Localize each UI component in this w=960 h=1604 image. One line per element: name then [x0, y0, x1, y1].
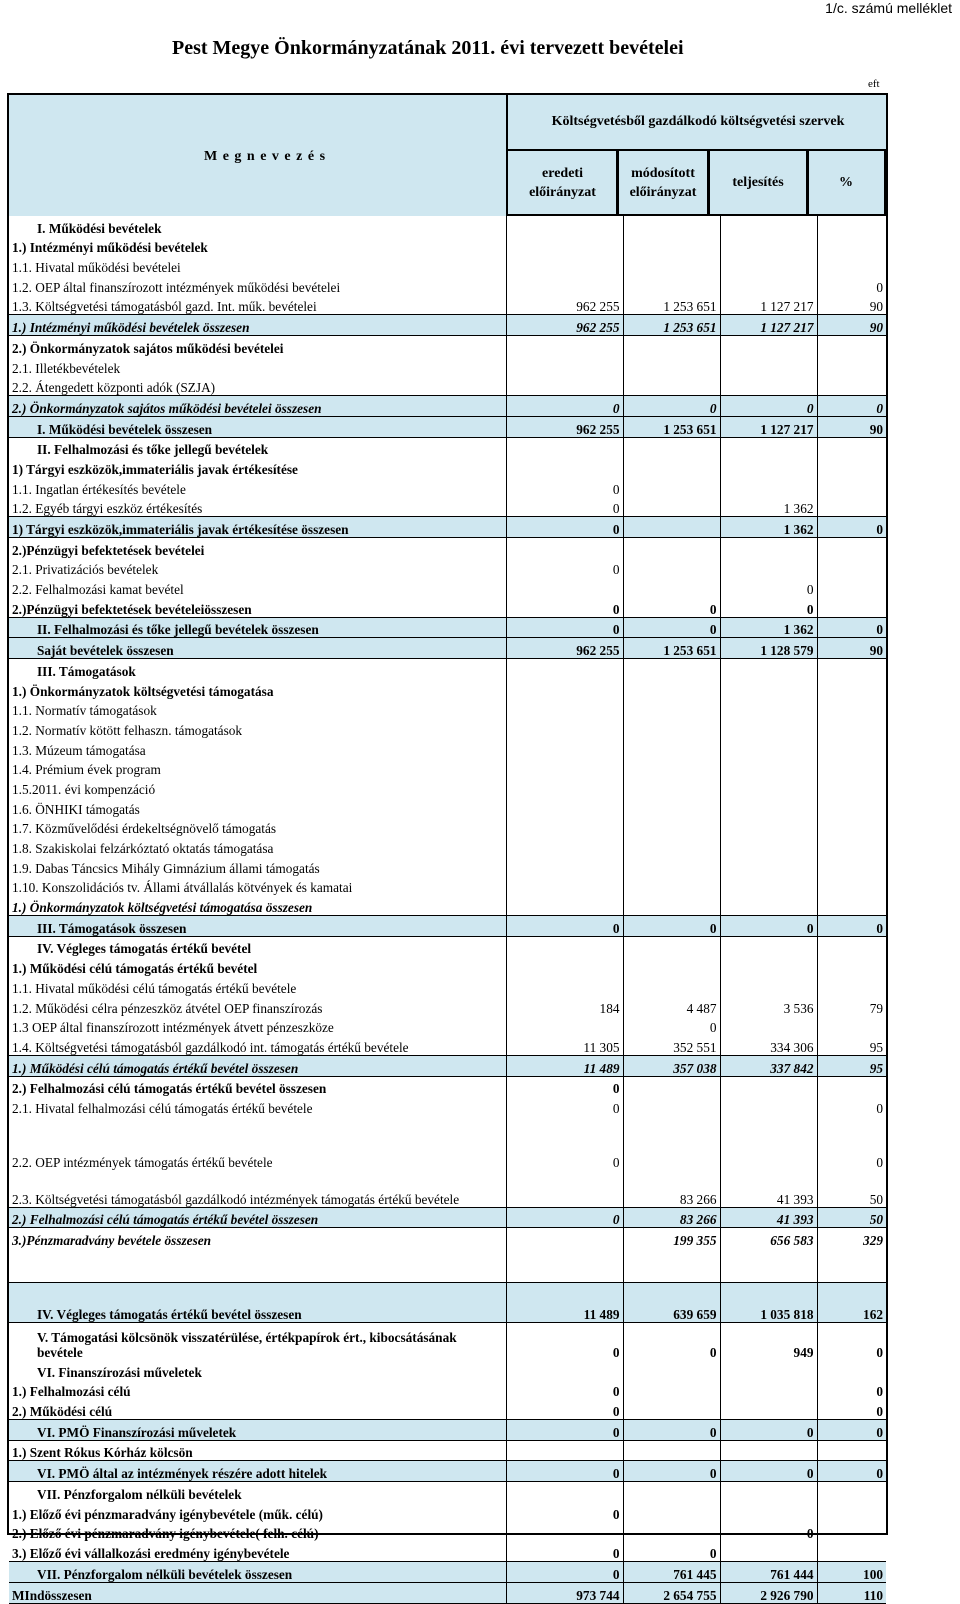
row-value-v4: 0: [817, 396, 886, 417]
row-value-v1: 962 255: [506, 638, 623, 659]
row-value-v3: 3 536: [720, 996, 817, 1016]
row-value-v4: [817, 1541, 886, 1561]
row-value-v1: 184: [506, 996, 623, 1016]
row-value-v1: 0: [506, 1380, 623, 1400]
row-label: 1.10. Konszolidációs tv. Állami átvállalás kötvények és kamatai: [9, 876, 506, 896]
row-value-v4: 90: [817, 416, 886, 437]
table-row: [9, 1541, 886, 1561]
row-value-v3: 334 306: [720, 1035, 817, 1055]
row-value-v4: 0: [817, 517, 886, 538]
row-value-v3: 1 035 818: [720, 1283, 817, 1323]
row-value-v4: 0: [876, 1154, 883, 1170]
row-label: IV. Végleges támogatás értékű bevétel: [9, 936, 506, 956]
row-label: 1.7. Közművelődési érdekeltségnövelő támogatás: [9, 817, 506, 837]
row-label: 2.3. Költségvetési támogatásból gazdálkodó intézmények támogatás értékű bevétele: [9, 1170, 506, 1208]
row-label: Saját bevételek összesen: [9, 638, 506, 659]
row-label: 1.) Intézményi működési bevételek összesen: [9, 315, 506, 336]
row-label: VII. Pénzforgalom nélküli bevételek: [9, 1482, 506, 1502]
header-group-cell: Költségvetésből gazdálkodó költségvetési szervek: [506, 95, 888, 149]
row-label: 1.2. Normatív kötött felhaszn. támogatások: [9, 718, 506, 738]
row-label: 1.) Felhalmozási célú: [9, 1380, 506, 1400]
header-col-percent: %: [806, 149, 886, 216]
row-label: 1.3. Költségvetési támogatásból gazd. Int. műk. bevételei: [9, 295, 506, 315]
row-value-v2: 2 654 755: [623, 1582, 720, 1603]
row-value-v2: 639 659: [623, 1283, 720, 1323]
row-value-v4: 110: [817, 1582, 886, 1603]
row-value-v3: [720, 1541, 817, 1561]
row-value-v4: 0: [817, 916, 886, 937]
row-label: 2.2. Felhalmozási kamat bevétel: [9, 577, 506, 597]
row-value-v2: 4 487: [623, 996, 720, 1016]
row-value-v1: 962 255: [506, 295, 623, 315]
row-label: 1.8. Szakiskolai felzárkóztató oktatás támogatása: [9, 836, 506, 856]
row-value-v2: 83 266: [623, 1170, 720, 1208]
row-value-v3: 0: [720, 597, 817, 617]
row-value-v1: 0: [506, 1461, 623, 1482]
row-value-v2: 0: [623, 1016, 720, 1036]
row-label: 1.) Intézményi működési bevételek: [9, 236, 506, 256]
row-label: VI. PMÖ Finanszírozási műveletek: [9, 1420, 506, 1441]
row-label: I. Működési bevételek összesen: [9, 416, 506, 437]
row-value-v3: 0: [720, 916, 817, 937]
row-value-v3: 0: [720, 1461, 817, 1482]
row-label: VI. PMÖ által az intézmények részére adott hitelek: [9, 1461, 506, 1482]
row-value-v2: 1 253 651: [623, 638, 720, 659]
row-label: 2.) Önkormányzatok sajátos működési bevételei: [9, 336, 506, 356]
row-value-v2: 0: [623, 597, 720, 617]
row-value-v2: 0: [623, 1461, 720, 1482]
row-label: 2.) Előző évi pénzmaradvány igénybevétele( felh. célú): [9, 1522, 506, 1542]
row-value-v1: 11 489: [506, 1283, 623, 1323]
row-label: 1) Tárgyi eszközök,immateriális javak értékesítése: [9, 457, 506, 477]
row-value-v3: 0: [720, 1420, 817, 1441]
row-value-v1: 973 744: [506, 1582, 623, 1603]
row-label: 2.) Önkormányzatok sajátos működési bevételei összesen: [9, 396, 506, 417]
row-value-v3: 1 127 217: [720, 416, 817, 437]
row-value-v4: 79: [869, 1000, 883, 1016]
row-value-v1: 0: [506, 617, 623, 638]
row-label: III. Támogatások: [9, 659, 506, 679]
row-value-v1: 0: [506, 597, 623, 617]
row-label: 1.9. Dabas Táncsics Mihály Gimnázium állami támogatás: [9, 856, 506, 876]
row-value-v2: 0: [623, 396, 720, 417]
row-label: 1.) Önkormányzatok költségvetési támogatása összesen: [9, 895, 506, 915]
row-label: IV. Végleges támogatás értékű bevétel összesen: [9, 1283, 506, 1323]
row-value-v1: 0: [506, 497, 623, 517]
row-label: 1.6. ÖNHIKI támogatás: [9, 797, 506, 817]
row-value-v2: 0: [623, 916, 720, 937]
header-col-completion: teljesítés: [707, 149, 809, 216]
row-value-v1: 0: [506, 1323, 623, 1361]
row-label: 1.4. Prémium évek program: [9, 758, 506, 778]
row-value-v1: 0: [506, 916, 623, 937]
row-value-v1: 0: [506, 558, 623, 578]
row-value-v1: 962 255: [506, 416, 623, 437]
row-label: VI. Finanszírozási műveletek: [9, 1360, 506, 1380]
header-col-original: eredeti előirányzat: [506, 149, 619, 216]
row-label: MIndösszesen: [9, 1582, 506, 1603]
row-value-v4: 0: [876, 1345, 883, 1360]
row-value-v4: 100: [817, 1561, 886, 1582]
row-value-v1: 0: [506, 1076, 623, 1096]
row-value-v2: 83 266: [623, 1207, 720, 1228]
row-label: 2.1. Illetékbevételek: [9, 356, 506, 376]
row-value-v3: 41 393: [720, 1170, 817, 1208]
row-value-v3: 0: [720, 1522, 817, 1542]
row-value-v1: 0: [506, 1561, 623, 1582]
row-value-v4: 0: [876, 1404, 883, 1420]
row-value-v1: 962 255: [506, 315, 623, 336]
row-label: 1.) Önkormányzatok költségvetési támogatása: [9, 679, 506, 699]
row-label: 2.) Felhalmozási célú támogatás értékű bevétel összesen: [9, 1207, 506, 1228]
row-label: 1.3 OEP által finanszírozott intézmények átvett pénzeszköze: [9, 1016, 506, 1036]
annex-label: 1/c. számú melléklet: [825, 0, 952, 16]
row-label: 2.) Felhalmozási célú támogatás értékű bevétel összesen: [9, 1076, 506, 1096]
row-label: 2.)Pénzügyi befektetések bevételei: [9, 538, 506, 558]
row-value-v4: 95: [817, 1055, 886, 1076]
row-label: 1.) Működési célú támogatás értékű bevétel összesen: [9, 1055, 506, 1076]
row-label: 1.5.2011. évi kompenzáció: [9, 777, 506, 797]
row-value-v3: 1 362: [720, 517, 817, 538]
header-name-label: M e g n e v e z é s: [204, 149, 327, 164]
row-label: 1.1. Hivatal működési bevételei: [9, 255, 506, 275]
row-value-v3: 656 583: [720, 1228, 817, 1248]
row-label: 1.4. Költségvetési támogatásból gazdálkodó int. támogatás értékű bevétele: [9, 1035, 506, 1055]
row-label: I. Működési bevételek: [9, 216, 506, 236]
row-value-v4: 90: [869, 299, 883, 315]
row-value-v4: 95: [869, 1039, 883, 1055]
row-value-v1: 0: [506, 396, 623, 417]
row-label: 2.)Pénzügyi befektetések bevételeiösszesen: [9, 597, 506, 617]
row-value-v3: 41 393: [720, 1207, 817, 1228]
row-value-v1: 0: [506, 517, 623, 538]
row-value-v3: 0: [720, 577, 817, 597]
row-label: 3.) Előző évi vállalkozási eredmény igénybevétele: [9, 1541, 506, 1561]
row-value-v4: 90: [817, 315, 886, 336]
row-label: 1.) Előző évi pénzmaradvány igénybevétele (műk. célú): [9, 1502, 506, 1522]
row-value-v2: 0: [623, 1420, 720, 1441]
row-label: 2.) Működési célú: [9, 1399, 506, 1419]
row-value-v1: 0: [506, 1399, 623, 1419]
table-row: [9, 1582, 886, 1603]
row-value-v2: 1 253 651: [623, 416, 720, 437]
row-value-v1: 0: [506, 1096, 623, 1116]
row-label: 1.2. Működési célra pénzeszköz átvétel OEP finanszírozás: [9, 996, 506, 1016]
row-label: II. Felhalmozási és tőke jellegű bevételek összesen: [9, 617, 506, 638]
row-value-v4: 0: [817, 1420, 886, 1441]
row-value-v3: 1 362: [720, 617, 817, 638]
row-value-v2: 1 253 651: [623, 315, 720, 336]
row-label: 2.1. Privatizációs bevételek: [9, 558, 506, 578]
row-value-v4: 0: [876, 1100, 883, 1116]
row-value-v3: 1 362: [720, 497, 817, 517]
row-value-v4: 0: [876, 279, 883, 295]
row-value-v3: 0: [720, 396, 817, 417]
row-value-v3: 2 926 790: [720, 1582, 817, 1603]
row-value-v2: 761 445: [623, 1561, 720, 1582]
row-label: 2.2. OEP intézmények támogatás értékű bevétele: [9, 1150, 506, 1170]
row-label: 3.)Pénzmaradvány bevétele összesen: [9, 1228, 506, 1248]
unit-label: eft: [868, 78, 880, 90]
row-label: VII. Pénzforgalom nélküli bevételek összesen: [9, 1561, 506, 1582]
table-frame: [7, 93, 888, 1535]
row-value-v4: 50: [869, 1191, 883, 1207]
row-value-v3: 1 127 217: [720, 315, 817, 336]
row-label: 1.1. Normatív támogatások: [9, 699, 506, 719]
row-value-v1: 11 489: [506, 1055, 623, 1076]
row-label: 1.1. Hivatal működési célú támogatás értékű bevétele: [9, 976, 506, 996]
row-label: II. Felhalmozási és tőke jellegű bevételek: [9, 437, 506, 457]
row-value-v1: 0: [506, 1420, 623, 1441]
row-label: V. Támogatási kölcsönök visszatérülése, értékpapírok ért., kibocsátásának bevétele: [9, 1323, 506, 1361]
row-value-v3: 1 127 217: [720, 295, 817, 315]
row-label: 1.) Szent Rókus Kórház kölcsön: [9, 1440, 506, 1461]
row-value-v2: 352 551: [623, 1035, 720, 1055]
page-title: Pest Megye Önkormányzatának 2011. évi tervezett bevételei: [172, 37, 684, 59]
row-value-v4: 0: [876, 1384, 883, 1400]
row-value-v4: 329: [863, 1233, 883, 1248]
row-value-v2: 0: [623, 1541, 720, 1561]
row-label: 1.2. Egyéb tárgyi eszköz értékesítés: [9, 497, 506, 517]
row-label: 1.2. OEP által finanszírozott intézmények működési bevételei: [9, 275, 506, 295]
row-value-v4: 90: [817, 638, 886, 659]
row-label: 2.2. Átengedett központi adók (SZJA): [9, 376, 506, 396]
row-label: 1.3. Múzeum támogatása: [9, 738, 506, 758]
row-value-v1: 11 305: [506, 1035, 623, 1055]
row-label: III. Támogatások összesen: [9, 916, 506, 937]
row-value-v2: 357 038: [623, 1055, 720, 1076]
row-value-v1: 0: [506, 1502, 623, 1522]
row-value-v1: 0: [506, 477, 623, 497]
row-label: 1.1. Ingatlan értékesítés bevétele: [9, 477, 506, 497]
row-value-v1: 0: [506, 1150, 623, 1170]
row-value-v3: 337 842: [720, 1055, 817, 1076]
row-value-v4: 50: [817, 1207, 886, 1228]
row-value-v3: 761 444: [720, 1561, 817, 1582]
row-value-v2: 0: [623, 617, 720, 638]
row-value-v2: 1 253 651: [623, 295, 720, 315]
row-value-v2: 199 355: [623, 1228, 720, 1248]
row-value-v1: 0: [506, 1207, 623, 1228]
row-value-v1: 0: [506, 1541, 623, 1561]
row-value-v4: 162: [817, 1283, 886, 1323]
table-row: [9, 1561, 886, 1582]
row-label: 1) Tárgyi eszközök,immateriális javak értékesítése összesen: [9, 517, 506, 538]
row-label: 1.) Működési célú támogatás értékű bevétel: [9, 956, 506, 976]
row-label: 2.1. Hivatal felhalmozási célú támogatás értékű bevétele: [9, 1096, 506, 1116]
row-value-v3: 949: [720, 1323, 817, 1361]
row-value-v2: 0: [623, 1323, 720, 1361]
row-value-v3: 1 128 579: [720, 638, 817, 659]
row-value-v4: 0: [817, 617, 886, 638]
header-col-modified: módosított előirányzat: [616, 149, 710, 216]
row-value-v4: 0: [817, 1461, 886, 1482]
